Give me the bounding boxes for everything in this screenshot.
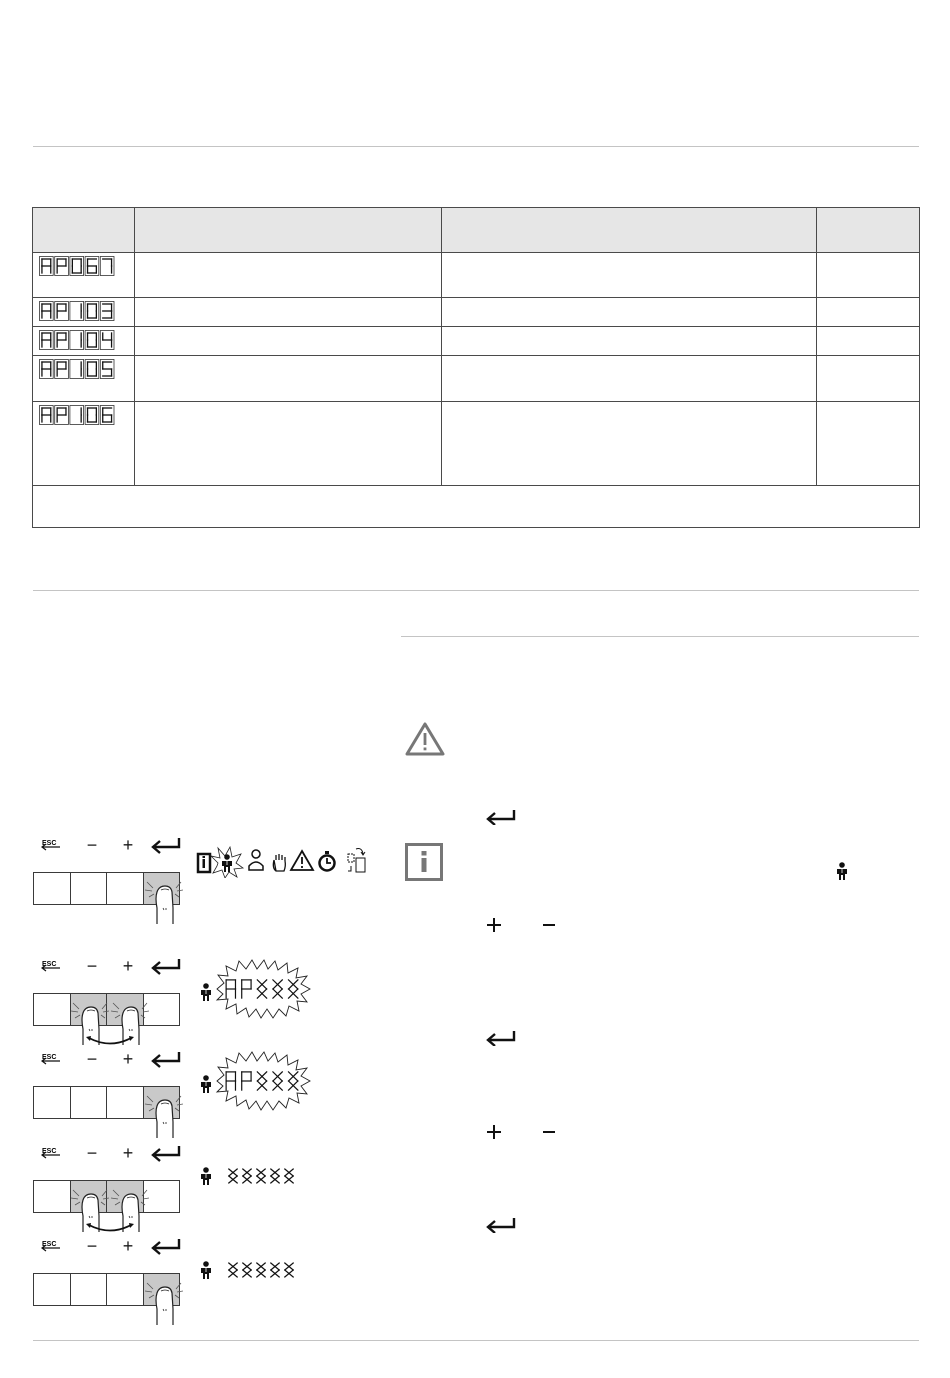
user-icon [200, 983, 212, 1001]
enter-arrow-icon [486, 809, 516, 825]
column-rule [401, 636, 919, 637]
lcd-digit [257, 1072, 266, 1090]
lcd-digit [100, 406, 114, 425]
lcd-digit [55, 257, 69, 276]
lcd-digit [242, 1072, 251, 1090]
lcd-digit [100, 257, 114, 276]
esc-key[interactable] [34, 1274, 71, 1305]
lcd-code-display [39, 301, 115, 321]
lcd-digit [257, 980, 266, 998]
lcd-digit [271, 1263, 279, 1277]
header-cell-code [33, 208, 135, 253]
alternate-arrow-icon [85, 1035, 135, 1047]
lcd-param-code-display [223, 1068, 301, 1094]
lcd-digit [40, 302, 54, 321]
network-icon [348, 849, 365, 872]
table-footnote-row [33, 486, 920, 528]
user-icon [200, 1261, 212, 1279]
svg-text:ESC: ESC [42, 961, 57, 968]
minus-key-label: − [86, 834, 98, 855]
lcd-digit [242, 980, 251, 998]
svg-text:ESC: ESC [42, 840, 57, 847]
finger-press-icon [143, 1092, 183, 1138]
lcd-digit [100, 331, 114, 350]
hand-icon [273, 854, 285, 871]
minus-key[interactable] [71, 873, 108, 904]
minus-key-label: − [86, 955, 98, 976]
lcd-digit [285, 1263, 293, 1277]
svg-text:ESC: ESC [42, 1241, 57, 1248]
lcd-digit [100, 360, 114, 379]
esc-key[interactable] [34, 994, 71, 1025]
plus-icon [486, 1124, 502, 1140]
esc-key[interactable] [34, 1087, 71, 1118]
user-icon [200, 1167, 212, 1185]
lcd-digit [229, 1169, 237, 1183]
plus-key[interactable] [107, 873, 144, 904]
minus-key-label: − [86, 1048, 98, 1069]
enter-arrow-icon [486, 1030, 516, 1046]
lcd-digit [229, 1263, 237, 1277]
lcd-digit [257, 1263, 265, 1277]
keypad-step-1 [33, 834, 183, 906]
plus-key[interactable] [107, 1274, 144, 1305]
lcd-code-display [39, 330, 115, 350]
table-row [33, 298, 920, 327]
user-icon [836, 862, 848, 880]
lcd-digit [40, 257, 54, 276]
lcd-digit [271, 1169, 279, 1183]
plus-key-label: + [122, 1142, 134, 1163]
enter-key-label [151, 1048, 181, 1070]
lcd-param-value-display [226, 1166, 296, 1186]
parameter-table [32, 207, 920, 528]
lcd-code-display [39, 405, 115, 425]
lcd-digit [40, 360, 54, 379]
lcd-digit [243, 1263, 251, 1277]
minus-key[interactable] [71, 1087, 108, 1118]
lcd-digit [40, 331, 54, 350]
lcd-param-code-display [223, 976, 301, 1002]
esc-key-label [39, 955, 63, 977]
wrench-icon [249, 850, 263, 870]
section-rule [33, 590, 919, 591]
keypad-step-3 [33, 1048, 183, 1120]
lcd-param-value-display [226, 1260, 296, 1280]
enter-key-label [151, 1142, 181, 1164]
minus-icon [541, 917, 557, 933]
lcd-digit [40, 406, 54, 425]
enter-key-label [151, 1235, 181, 1257]
lcd-digit [257, 1169, 265, 1183]
finger-press-icon [143, 1279, 183, 1325]
user-icon [200, 1075, 212, 1093]
table-row [33, 327, 920, 356]
alternate-arrow-icon [85, 1222, 135, 1234]
lcd-code-display [39, 256, 115, 276]
lcd-digit [55, 360, 69, 379]
svg-text:ESC: ESC [42, 1054, 57, 1061]
table-row [33, 402, 920, 486]
minus-key[interactable] [71, 1274, 108, 1305]
keypad-step-4 [33, 1142, 183, 1214]
minus-icon [541, 1124, 557, 1140]
lcd-digit [85, 331, 99, 350]
plus-icon [486, 917, 502, 933]
plus-key-label: + [122, 834, 134, 855]
lcd-digit [85, 406, 99, 425]
lcd-digit [100, 302, 114, 321]
lcd-digit [226, 980, 235, 998]
lcd-digit [70, 406, 84, 425]
plus-key-label: + [122, 1235, 134, 1256]
minus-key-label: − [86, 1235, 98, 1256]
esc-key-label [39, 1048, 63, 1070]
table-row [33, 253, 920, 298]
header-cell-description [135, 208, 442, 253]
lcd-digit [289, 980, 298, 998]
lcd-digit [55, 302, 69, 321]
footer-rule [33, 1340, 919, 1341]
esc-key[interactable] [34, 1181, 71, 1212]
lcd-digit [85, 257, 99, 276]
table-header-row [33, 208, 920, 253]
minus-key-label: − [86, 1142, 98, 1163]
esc-key[interactable] [34, 873, 71, 904]
lcd-digit [85, 302, 99, 321]
lcd-digit [243, 1169, 251, 1183]
plus-key-label: + [122, 1048, 134, 1069]
lcd-digit [273, 1072, 282, 1090]
esc-key-label [39, 834, 63, 856]
enter-key-label [151, 955, 181, 977]
warning-triangle-icon [291, 851, 313, 870]
lcd-digit [70, 302, 84, 321]
keypad-step-5 [33, 1235, 183, 1307]
header-rule [33, 146, 919, 147]
lcd-code-display [39, 359, 115, 379]
lcd-digit [55, 331, 69, 350]
svg-text:ESC: ESC [42, 1148, 57, 1155]
lcd-digit [70, 257, 84, 276]
mode-icons-row [196, 844, 370, 878]
esc-key-label [39, 1235, 63, 1257]
enter-arrow-icon [486, 1217, 516, 1233]
esc-key-label [39, 1142, 63, 1164]
plus-key[interactable] [107, 1087, 144, 1118]
warning-triangle-icon [405, 722, 445, 756]
lcd-digit [285, 1169, 293, 1183]
plus-key-label: + [122, 955, 134, 976]
lcd-digit [289, 1072, 298, 1090]
lcd-digit [226, 1072, 235, 1090]
keypad-step-2 [33, 955, 183, 1027]
lcd-digit [85, 360, 99, 379]
timer-icon [320, 851, 335, 871]
lcd-digit [70, 331, 84, 350]
header-cell-default [817, 208, 920, 253]
table-row [33, 356, 920, 402]
header-cell-setting-range [442, 208, 817, 253]
enter-key-label [151, 834, 181, 856]
lcd-digit [70, 360, 84, 379]
lcd-digit [273, 980, 282, 998]
finger-press-icon [143, 878, 183, 924]
lcd-digit [55, 406, 69, 425]
info-icon [405, 843, 443, 881]
